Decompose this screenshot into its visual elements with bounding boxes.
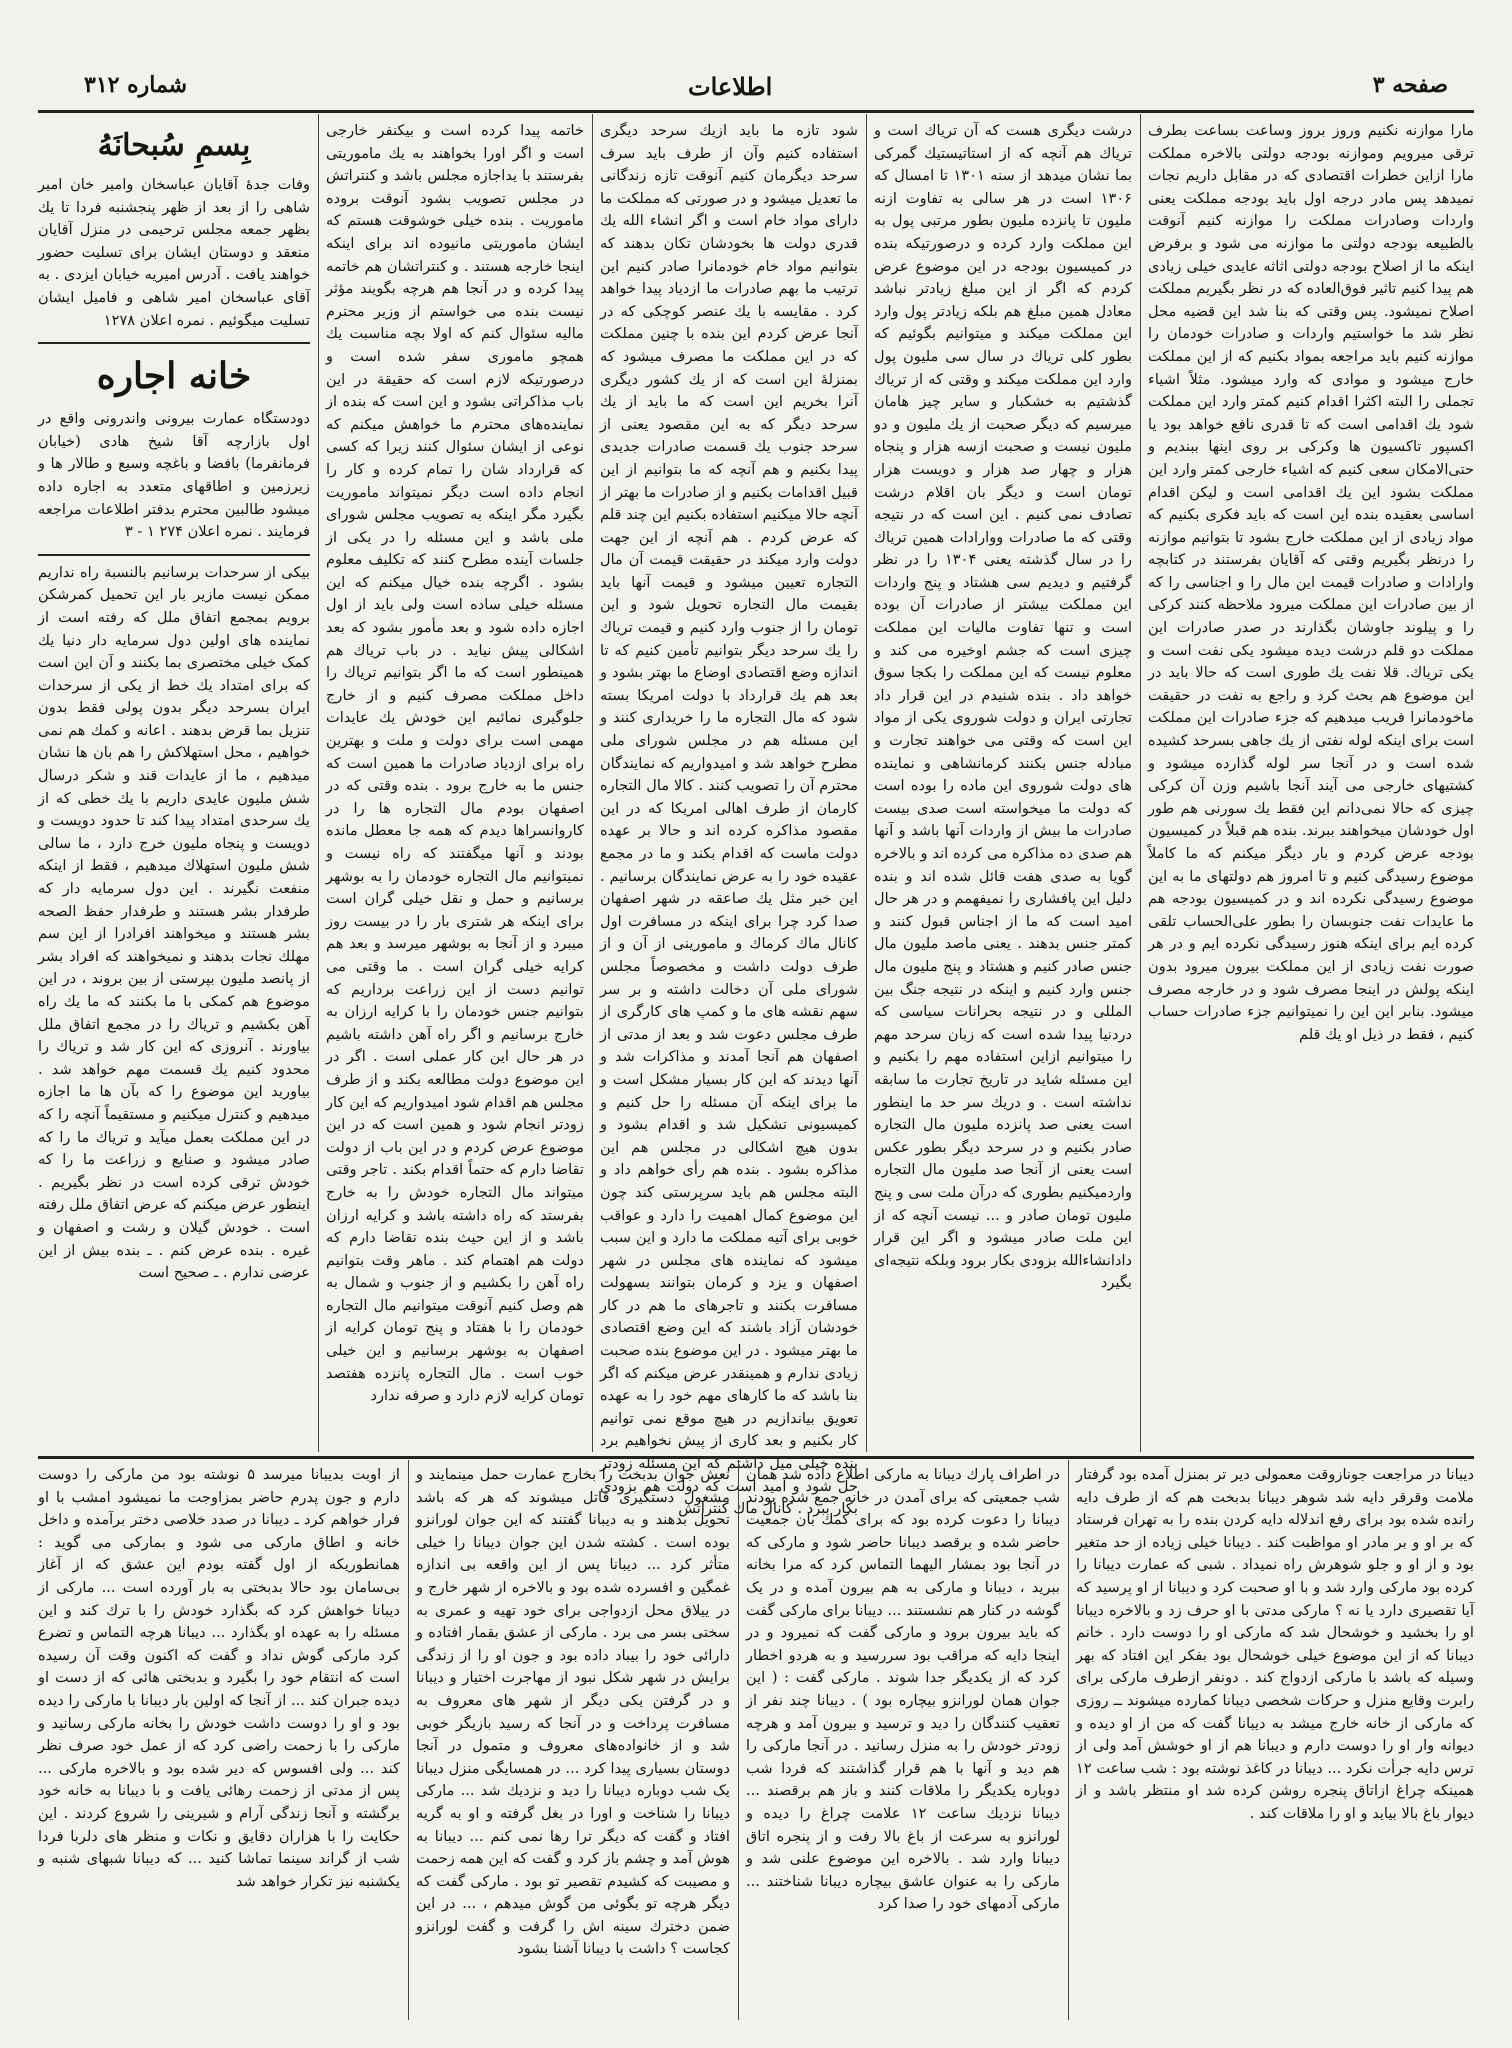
rental-text: دودستگاه عمارت بیرونی واندرونی واقع در اول بازارچه آقا شیخ هادی (خیابان فرمانفرما) بافضا و باغچه وسیع و طالار ها و زیرزمین و اطاقهای متعدد به اجاره داده میشود طالبین محترم بدفتر اطلاعات مراجعه فرمایند . نمره اعلان ۲۷۴ ۱ - ۳ xyxy=(38,410,310,541)
masthead: اطلاعات xyxy=(688,72,773,101)
notice-divider xyxy=(38,342,310,344)
article-text: مارا موازنه نکنیم وروز بروز وساعت بساعت بطرف ترقی میرویم وموازنه بودجه دولتی بالاخره مملکت مارا ازاین خطرات اقتصادی که در مقابل داریم نجات نمیدهد پس مادر درجه اول باید بودجه مملکت یعنی واردات وصادرات مملکت را موازنه کنیم آنوقت بالطبیعه بودجه دولتی ما موازنه می شود و برفرض اینکه ما از اصلاح بودجه دولتی اثاثه عایدی خیلی زیادی هم پیدا کنیم تاثیر فوق‌العاده که در نظر بگیریم مملکت اصلاح نمیشود. پس وقتی که بنا شد این قضیه محل نظر شد ما خواستیم واردات و صادرات خودمان را موازنه کنیم باید مراجعه بمواد بکنیم که از این مملکت خارج میشود و موادی که وارد میشود. مثلاً اشیاء تجملی را البته اکثرا اقدام کنیم کمتر وارد این مملکت شود یك اقدامی است که تا قدری نافع خواهد بود یا اکسپور تاکسیون ها وکرکی بر روی اینها ببندیم و حتی‌الامکان سعی کنیم که اشیاء خارجی کمتر وارد این مملکت بشود این یك اقدامی است و لیکن اقدام اساسی بعقیده بنده این است که باید فکری بکنیم که مواد زیادی از این مملکت خارج بشود تا بتوانیم موازنه را درنظر بگیریم وقتی که آقایان بفرستند در کتابچه وارادات و صادرات قیمت این مال را و اجناسی را که از بین صادرات این مملکت میرود ملاحظه کنند کرکی را و پیلوند جاوشان بگذارند در صدر صادرات این مملکت دو قلم درشت دیده میشود یکی نفت است و یکی تریاك. قلا نفت یك طوری است که حالا باید در این موضوع هم بحث کرد و راجع به نفت در حقیقت ماخودمانرا فریب میدهیم که جزء صادرات این مملکت است برای اینکه لوله نفتی از یك جاهی بسرحد کشیده شده است و در آنجا سر لوله گذارده میشود و کشتیهای خارجی می آیند آنجا باشیم وزن آن کرکی چیزی که حالا نمی‌دانم این فقط یك سورنی هم طور اول خودشان میخواهند ببرند. بنده هم قبلاً در کمیسیون بودجه عرض کردم و بار دیگر میکنم که ما کاملاً موضوع رسیدگی کنیم و تا امروز هم دولتهای ما به این موضوع رسیدگی نکرده اند و در کمیسیون بودجه هم ما عایدات نفت جنوبسان را بطور علی‌الحساب تلقی کرده ایم برای اینکه هنوز رسیدگی نکرده ایم و در هر صورت نفت زیادی از این مملکت بیرون میرود بدون اینکه پولش در اینجا مصرف شود و در خارجه مصرف میشود. بنابر این این را نمیتوانیم جزء صادرات حساب کنیم ، فقط در ذیل او یك قلم xyxy=(1148,122,1474,1043)
column-rule xyxy=(866,114,867,1452)
obituary-text: وفات جدهٔ آقایان عباسخان وامیر خان امیر شاهی را از بعد از ظهر پنجشنبه فردا تا یك بظهر جمعه مجلس ترحیمی در منزل آقایان منعقد و دوستان ایشان برای تسلیت حضور خواهند یافت . آدرس امیریه خیابان ایزدی . به آقای عباسخان امیر شاهی و فامیل ایشان تسلیت میگوئیم . نمره اعلان ۱۲۷۸ xyxy=(38,176,310,329)
column-rule xyxy=(318,114,319,1452)
article-column-4 xyxy=(326,120,584,1450)
rental-title: خانه اجاره xyxy=(96,355,252,398)
serial-column-2 xyxy=(746,1464,1060,2020)
article-text: شود تازه ما باید ازیك سرحد دیگری استفاده کنیم وآن از طرف باید سرف سرحد دیگرمان کنیم آنوقت تازه زندگانی ما تعدیل میشود و در صورتی که مملکت ما دارای مواد خام است و اگر انشاء الله یك قدری دولت ها بخودشان تکان بدهند که بتوانیم مواد خام خودمانرا صادر کنیم این ترتیب ما بهم صادرات ما ازدیاد پیدا خواهد کرد . مقایسه با یك عنصر کوچکی که در آنجا عرض کردم این بنده با چنین مملکت که در این مملکت ما مصرف میشود که بمنزلهٔ این است که از یك کشور دیگری آنرا بخریم این است که ما باید از یك سرحد دیگر که به این مقصود یعنی از سرحد جنوب یك قسمت صادرات جدیدی پیدا بکنیم و هم آنچه که ما بتوانیم از این قبیل اقدامات بکنیم و از صادرات ما بهتر از آنچه حالا میکنیم استفاده بکنیم این چند قلم که عرض کردم . هم آنچه از این جهت دولت وارد میکند در حقیقت قیمت آن مال التجاره تعیین میشود و قیمت آنها باید بقیمت مال التجاره تحویل شود و این تومان را از جنوب وارد کنیم و قیمت تریاك را یك سرحد دیگر بتوانیم تأمین کنیم که تا اندازه وضع اقتصادی اوضاع ما بهتر بشود و بعد هم یك قرارداد با دولت امریکا بسته شود که مال التجاره ما را خریداری کنند و این مسئله هم در مجلس شورای ملی مطرح خواهد شد و امیدواریم که نمایندگان محترم آن را تصویب کنند . کالا مال التجاره کارمان از طرف اهالی امریکا که در این مقصود مذاکره کرده اند و حالا بر عهده دولت ماست که اقدام بکند و ما در مجمع عقیده خود را به عرض نمایندگان برسانیم . این خبر مثل یك صاعقه در شهر اصفهان صدا کرد چرا برای اینکه در مسافرت اول کانال ماك کرماك و مامورینی از آن و از طرف دولت داشت و مخصوصاً مجلس شورای ملی آن دخالت داشته و بر سر سهم نقشه های ما و کمپ های کارگری از طرف مجلس دعوت شد و بعد از مدتی از اصفهان هم آنجا آمدند و مذاکرات شد و آنها دیدند که این کار بسیار مشکل است و ما برای اینکه آن مسئله را حل کنیم و کمیسیونی تشکیل شد و اقدام بشود و بدون هیچ اشکالی در مجلس هم این مذاکره بشود . بنده هم رأی خواهم داد و البته مجلس هم باید سرپرستی کند چون این موضوع کمال اهمیت را دارد و عواقب خوبی برای آتیه مملکت ما دارد و این سبب میشود که نماینده های مجلس در شهر اصفهان و یزد و کرمان بتوانند بسهولت مسافرت بکنند و تاجرهای ما هم در کار خودشان آزاد باشند که این وضع اقتصادی ما بهتر میشود . در این موضوع بنده صحبت زیادی ندارم و همینقدر عرض میکنم که اگر بنا باشد که ما کارهای مهم خود را به عهده تعویق بیاندازیم در هیچ موقع نمی توانیم کار بکنیم و بعد کاری از پیش نخواهیم برد بنده خیلی میل داشتم که این مسئله زودتر حل شود و امید است که دولت هم بزودی بکار ببرد . کانال ماك کنتراتش xyxy=(600,122,858,1518)
notice-divider xyxy=(38,554,310,556)
issue-number: شماره ۳۱۲ xyxy=(84,72,188,98)
column-rule xyxy=(408,1460,409,2020)
serial-column-4 xyxy=(38,1464,400,2020)
article-text: خاتمه پیدا کرده است و بیکنفر خارجی است و اگر اورا بخواهند به یك ماموریتی بفرستند با یداجازه مجلس باشد و کنتراتش در مجلس تصویب بشود آنوقت بروده ماموریت . بنده خیلی خوشوقت هستم که ایشان ماموریتی مانیوده اند برای اینکه اینجا خارجه هستند . و کنتراتشان هم خاتمه پیدا کرده و در آنجا هم هرچه بگویند مؤثر نیست بنده می خواستم از وزیر محترم مالیه سئوال کنم که اولا بچه مناسبت یك همچو ماموری سفر شده است و درصورتیکه لازم است که حقیقة در این باب مذاکراتی بشود و این است که بنده از نماینده‌های محترم ما خواهش میکنم که نوعی از ایشان سئوال کنند زیرا که کسی که قرارداد شان را تمام کرده و کار را انجام داده است دیگر نمیتواند ماموریت بگیرد مگر اینکه به تصویب مجلس شورای ملی باشد و این مسئله را در یکی از جلسات آینده مطرح کنند که تکلیف معلوم بشود . اگرچه بنده خیال میکنم که این مسئله خیلی ساده است ولی باید از اول اجازه داده شود و بعد مأمور بشود که بعد اشکالی پیش نیاید . در باب تریاك هم همینطور است که ما اگر بتوانیم تریاك را داخل مملکت مصرف کنیم و از خارج جلوگیری نمائیم این خودش یك عایدات مهمی است برای دولت و ملت و بهترین راه برای ازدیاد صادرات ما همین است که جنس ما به خارج برود . بنده وقتی که در اصفهان بودم مال التجاره ها را در کاروانسراها دیدم که همه جا معطل مانده بودند و آنها میگفتند که راه نیست و نمیتوانیم مال التجاره خودمان را به بوشهر برسانیم و حمل و نقل خیلی گران است برای اینکه هر شتری بار را در بیست روز میبرد و از آنجا به بوشهر میرسد و بعد هم کرایه خیلی گران است . ما وقتی می توانیم دست از این زراعت برداریم که بتوانیم جنس خودمان را با کرایه ارزان به خارج برسانیم و اگر راه آهن داشته باشیم در هر حال این کار عملی است . اگر در این موضوع دولت مطالعه بکند و از طرف مجلس هم اقدام شود امیدواریم که این کار زودتر انجام شود و همین است که در این موضوع عرض کردم و در این باب از دولت تقاضا دارم که حتماً اقدام بکند . تاجر وقتی میتواند مال التجاره خودش را به خارج بفرستد که راه داشته باشد و کرایه ارزان باشد و از این حیث بنده تقاضا دارم که دولت هم اهتمام کند . ماهر وقت بتوانیم راه آهن را بکشیم و از جنوب و شمال به هم وصل کنیم آنوقت میتوانیم مال التجاره خودمان را با هفتاد و پنج تومان کرایه از اصفهان به بوشهر برسانیم و این خیلی خوب است . مال التجاره پانزده هفتصد تومان کرایه لازم دارد و صرفه ندارد xyxy=(326,122,584,1405)
obituary-title: بِسمِ سُبحانَهُ xyxy=(97,128,251,163)
speech-continuation-text: بیکی از سرحدات برسانیم بالنسبة راه نداریم ممکن نیست مازیر بار این تحمیل کمرشکن برویم بمجمع اتفاق ملل که رفته است از نماینده های اولین دول سرمایه دار دنیا یك کمک خیلی مختصری بما بکنند و آن این است که برای امتداد یك خط از یکی از سرحدات ایران بسرحد دیگر بدون پولی فقط بدون تنزیل بما قرض بدهند . اعانه و کمك هم نمی خواهیم ، محل استهلاکش را هم بان ها نشان میدهیم ، ما از عایدات قند و شکر درسال شش ملیون عایدی داریم با یك خطی که از یك سرحدی امتداد پیدا کند تا حدود دویست و دویست و پنجاه ملیون خرج دارد ، ما سالی شش ملیون استهلاك میدهیم ، فقط از اینکه منفعت نگیرند . این دول سرمایه دار که طرفدار بشر هستند و طرفدار حفظ الصحه بشر هستند و میخواهند افرادرا از این سم مهلك نجات بدهند و نمیخواهند که افراد بشر از پانصد ملیون بپرستی از بین بروند ، در این موضوع هم کمکی با ما بکنند که ما یك راه آهن بکشیم و تریاك را در مجمع اتفاق ملل بیاورند . آنروزی که این کار شد و تریاك را محدود کنیم یك قسمت مهم خواهد شد . بیاورید این موضوع را که بآن ها ما اجازه میدهیم و کنترل میکنیم و مستقیماً آنچه را که در این مملکت بعمل میآید و تریاك ما را که صادر میشود و صنایع و زراعت ما را که خودش ترقی کرده است در نظر بگیریم . اینطور عرض میکنم که عرض اتفاق ملل رفته است . خودش گیلان و رشت و اصفهان و غیره . بنده عرض کنم . ـ بنده بیش از این عرضی ندارم . ـ صحیح است xyxy=(38,563,310,1282)
page-header xyxy=(38,66,1474,106)
serial-text: در اطراف پارك دیبانا به مارکی اطلاع داده شد همان شب جمعیتی که برای آمدن در خانه جمع شده بودند دیبانا را دعوت کرده بود که برای کمك بان جمعیت حاضر شده و برقصد دیبانا حاضر شود و مارکی که در آنجا بود بمشار الیهما التماس کرد که مرا بخانه ببرید ، دیبانا و مارکی به هم بیرون آمده و در یک گوشه در کنار هم نشستند ... دیبانا برای مارکی گفت که باید بیرون برود و مارکی گفت که نمیرود و در اینجا دایه که مراقب بود سررسید و به هردو اخطار کرد که از یکدیگر جدا شوند . مارکی گفت : ( این جوان همان لورانزو بیچاره بود ) . دیبانا چند نفر از تعقیب کنندگان را دید و ترسید و بیرون آمد و هرچه زودتر خودش را به منزل رسانید . در آنجا مارکی را هم دید و آنها با هم قرار گذاشتند که فردا شب دوباره یکدیگر را ملاقات کنند و باز هم برقصند ... دیبانا نزدیك ساعت ۱۲ علامت چراغ را دیده و لورانزو به سرعت از باغ بالا رفت و از پنجره اتاق دیبانا وارد شد . بالاخره این موضوع علنی شد و مارکی را به عنوان عاشق بیچاره دیبانا شناختند ... مارکی آدمهای خود را صدا کرد xyxy=(746,1466,1060,1913)
column-rule xyxy=(738,1460,739,2020)
serial-text: نعش جوان بدبخت را بخارج عمارت حمل مینمایند و مشغول دستگیری قاتل میشوند که هر که باشد تحویل بدهند و به دیبانا گفتند که این جوان لورانزو بوده است . کشته شدن این جوان دیبانا را خیلی متأثر کرد ... دیبانا پس از این واقعه بی اندازه غمگین و افسرده شده بود و بالاخره از شهر خارج و در ییلاق محل ازدواجی برای خود تهیه و عمری به سختی بسر می برد . مارکی از عشق بقمار افتاده و دارائی خود را بیباد داده بود و جون او را از زندگی برایش در شهر شکل نبود از مهاجرت اختیار و دیبانا و در گرفتن یکی دیگر از شهر های معروف به مسافرت پرداخت و در آنجا که رسید بازیگر خوبی شد و از خانواده‌های معروف و متمول در آنجا دوستان بسیاری پیدا کرد ... در همسایگی منزل دیبانا یک شب دوباره دیبانا را دید و نزدیك شد ... مارکی دیبانا را شناخت و اورا در بغل گرفته و او به گریه افتاد و گفت که دیگر ترا رها نمی کنم ... دیبانا به هوش آمد و چشم باز کرد و گفت که این همه زحمت و مصیبت که کشیدم تقصیر تو بود . مارکی گفت که دیگر هرچه تو بگوئی من گوش میدهم ، ... در این ضمن دخترك سینه اش را گرفت و گفت لورانزو کجاست ؟ داشت با دیبانا آشنا بشود xyxy=(416,1466,730,1958)
serial-text: دیبانا در مراجعت جونازوقت معمولی دیر تر بمنزل آمده بود گرفتار ملامت وقرقر دایه شد شوهر دیبانا بدبخت هم که از طرف دایه رانده شده بود برای رفع اندلاله دایه کردن بنده را به تهران فرستاد که بر او و بر مادر او مواظبت کند . دیبانا خیلی زیاده از حد متغیر بود و از او و جلو شوهرش راه نمیداد . شبی که عمارت دیبانا را کرده بود مارکی وارد شد و با او صحبت کرد و دیبانا از او پرسید که آیا تقصیری دارد یا نه ؟ مارکی مدتی با او حرف زد و بالاخره دیبانا او را بخشید و خوشحال شد که مارکی او را دوست دارد . خانم دیبانا که از این موضوع خیلی خوشحال بود بفکر این افتاد که بهر وسیله که باشد با مارکی ازدواج کند . دونفر ازطرف مارکی برای رابرت وقایع منزل و حرکات شخصی دیبانا کمارده میشوند ــ روزی که مارکی از خانه خارج میشد به دیبانا گفت که من از او دیده و دیوانه وار او را دوست دارم و دیبانا هم از او خوشش آمد ولی از ترس دایه جرأت نکرد ... دیبانا در کاغذ نوشته بود : شب ساعت ۱۲ همینکه چراغ ازاتاق پنجره روشن کرده شد او منتظر باشد و از دیوار باغ بالا بیاید و او را ملاقات کند . xyxy=(1076,1466,1474,1822)
column-rule xyxy=(1140,114,1141,1452)
article-column-3 xyxy=(600,120,858,1518)
column-rule xyxy=(592,114,593,1452)
article-column-2 xyxy=(874,120,1132,1450)
section-rule xyxy=(38,1456,1474,1459)
serial-column-1 xyxy=(1076,1464,1474,2020)
page-number: صفحه ۳ xyxy=(1372,72,1448,98)
notices-column xyxy=(38,120,310,1450)
serial-text: از اوبت بدیبانا میرسد ۵ نوشته بود من مارکی را دوست دارم و جون پدرم حاضر بمزاوجت ما نمیشود امشب با او فرار خواهم کرد ـ دیبانا در صدد خلاصی دختر برآمده و داخل خانه و اطاق مارکی می شود و بمارکی می گوید : همانطوریکه از اول گفته بودم این عشق که از آغاز بی‌سامان بود حالا بدبختی به بار آورده است ... مارکی از دیبانا خواهش کرد که بگذارد خودش را با ترك کند و این مسئله را به عهده او بگذارد ... دیبانا هرچه التماس و تضرع کرد مارکی گوش نداد و گفت که اکنون وقت آن رسیده است که انتقام خود را بگیرد و بدبختی هائی که از دست او دیده جبران کند ... از آنجا که اولین بار دیبانا با مارکی را دیده بود و او را دوست داشت خودش را بخانه مارکی رسانید و مارکی را با زحمت راضی کرد که از عمل خود صرف نظر کند ... ولی افسوس که دیر شده بود و بالاخره مارکی ... پس از مدتی از زحمت رهائی یافت و با دیبانا به خانه خود برگشته و آنجا زندگی آرام و شیرینی را شروع کردند . این حکایت را با هزاران دقایق و نکات و منظر های دلربا فردا شب از گراند سینما تماشا کنید ... که دیبانا شبهای شنبه و یکشنبه نیز تکرار خواهد شد xyxy=(38,1466,400,1890)
article-text: درشت دیگری هست که آن تریاك است و تریاك هم آنچه که از استاتیستیك گمرکی بما نشان میدهد از سنه ۱۳۰۱ تا امسال که ۱۳۰۶ است در هر سالی به تفاوت ازنه ملیون تا پانزده ملیون بطور مرتبی پول به این مملکت وارد کرده و درصورتیکه بنده در کمیسیون بودجه در این موضوع عرض کردم که اگر از این مبلغ زیادتر نباشد معادل همین مبلغ هم بلکه زیادتر پول وارد این مملکت میکند و میتوانیم بگوئیم که بطور کلی تریاك در سال سی ملیون پول وارد این مملکت میکند و وقتی که از تریاك گذشتیم به خشکبار و سایر چیز هامان میرسیم که دیگر صحبت از یك ملیون و دو ملیون نیست و صحبت ازسه هزار و پنجاه هزار و چهار صد هزار و دویست هزار تومان است و دیگر بان اقلام درشت تصادف نمی کنیم . این است که در نتیجه وقتی که ما صادرات ووارادات همین تریاك را در سال گذشته یعنی ۱۳۰۴ را در نظر گرفتیم و دیدیم سی هشتاد و پنج واردات این مملکت بیشتر از صادرات آن بوده است و تنها تفاوت مالیات این مملکت چیزی است که جشم اوخیره می کند و معلوم نیست که این مملکت را بکجا سوق خواهد داد . بنده شنیدم در این قرار داد تجارتی ایران و دولت شوروی یکی از مواد این است که وقتی می خواهند تجارت و مبادله جنس بکنند کرمانشاهی و نماینده های دولت شوروی این ماده را بوده است که دولت ما میخواسته است صدی بیست صادرات ما بیش از واردات آنها باشد و آنها هم صدی ده مذاکره می کرده اند و بالاخره گویا به صدی هفت قائل شده اند و بنده دلیل این پافشاری را نمیفهمم و در هر حال امید است که ما از اجناس قبول کنند و کمتر جنس بدهند . یعنی ماصد ملیون مال جنس صادر کنیم و هشتاد و پنج ملیون مال جنس وارد کنیم و اینکه در نتیجه جنگ بین المللی و در نتیجه بحرانات سیاسی که دردنیا پیدا شده است که زبان سرحد مهم را میتوانیم ازاین استفاده مهم را بکنیم و این مسئله شاید در تاریخ تجارت ما سابقه نداشته است . و دریك سر حد ما اینطور است یعنی صد پانزده ملیون مال التجاره صادر بکنیم و در سرحد دیگر بطور عکس است یعنی از آنجا صد ملیون مال التجاره واردمیکنیم بطوری که درآن ملت سی و پنج ملیون تومان صادر و ... نیست آنچه که از این ملت صادر میشود و اگر این قرار دادانشاء‌الله بزودی بکار برود وبلکه نتیجه‌ای بگیرد xyxy=(874,122,1133,1292)
header-rule xyxy=(38,110,1474,113)
column-rule xyxy=(1068,1460,1069,2020)
serial-column-3 xyxy=(416,1464,730,2020)
article-column-1 xyxy=(1148,120,1474,1450)
